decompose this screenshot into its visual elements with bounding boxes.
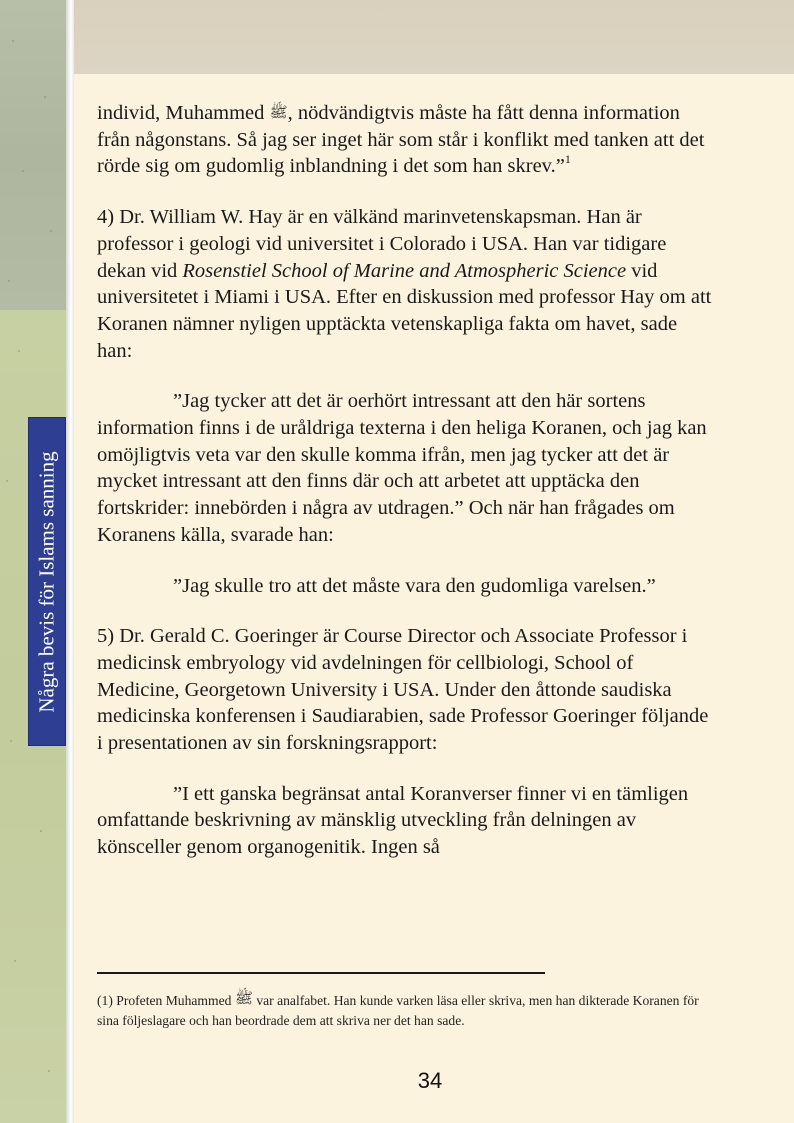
body-text	[97, 100, 715, 861]
texture-speck	[6, 480, 8, 482]
chapter-spine-label	[28, 417, 66, 746]
quote-paragraph: ”Jag tycker att det är oerhört intressant att den här sortens information finns i de uråldriga texterna i den heliga Koranen, och jag kan omöjligtvis veta var den skulle komma ifrån, men jag tycker att det är mycket intressant att den finns där och att arbetet att upptäcka den fortskrider: innebörden i några av utdragen.” Och när han frågades om Koranens källa, svarade han:	[97, 390, 707, 546]
pbuh-icon: ﷺ	[234, 991, 253, 1007]
texture-speck	[22, 170, 24, 172]
header-band	[74, 0, 794, 74]
paragraph: individ, Muhammed ﷺ, nödvändigtvis måste ha fått denna information från någonstans. Så jag ser inget här som står i konflikt med tanken att det rörde sig om gudomlig inblandning i det som han skrev.”$^1$	[97, 102, 705, 178]
page-edge	[66, 0, 74, 1123]
footnote-divider	[97, 972, 545, 974]
quote-paragraph: ”Jag skulle tro att det måste vara den gudomliga varelsen.”	[173, 574, 656, 597]
sidebar-texture-top	[0, 0, 66, 310]
texture-speck	[50, 230, 52, 232]
chapter-spine-text: Några bevis för Islams sanning	[34, 450, 59, 713]
texture-speck	[18, 350, 20, 352]
texture-speck	[10, 740, 12, 742]
paragraph: 4) Dr. William W. Hay är en välkänd marinvetenskapsman. Han är professor i geologi vid universitet i Colorado i USA. Han var tidigare dekan vid Rosenstiel School of Marine and Atmospheric Science vid universitetet i Miami i USA. Efter en diskussion med professor Hay om att Koranen nämner nyligen upptäckta vetenskapliga fakta om havet, sade han:	[97, 206, 712, 362]
texture-speck	[8, 280, 10, 282]
quote-paragraph: ”I ett ganska begränsat antal Koranverser finner vi en tämligen omfattande beskrivning av mänsklig utveckling från delningen av könsceller genom organogenitik. Ingen så	[97, 782, 689, 859]
paragraph: 5) Dr. Gerald C. Goeringer är Course Director och Associate Professor i medicinsk embryology vid avdelningen för cellbiologi, School of Medicine, Georgetown University i USA. Under den åttonde saudiska medicinska konferensen i Saudiarabien, sade Professor Goeringer följande i presentationen av sin forskningsrapport:	[97, 625, 709, 755]
footnote: (1) Profeten Muhammed ﷺ var analfabet. Han kunde varken läsa eller skriva, men han dikterade Koranen för sina följeslagare och han beordrade dem att skriva ner det han sade.	[97, 991, 699, 1028]
pbuh-icon: ﷺ	[269, 105, 288, 121]
texture-speck	[14, 960, 16, 962]
texture-speck	[12, 40, 14, 42]
texture-speck	[48, 1070, 50, 1072]
footnote-marker: (1)	[97, 993, 113, 1008]
texture-speck	[44, 96, 46, 98]
texture-speck	[40, 830, 42, 832]
footnote-ref[interactable]: 1	[564, 152, 571, 167]
page-number: 34	[417, 1068, 443, 1093]
